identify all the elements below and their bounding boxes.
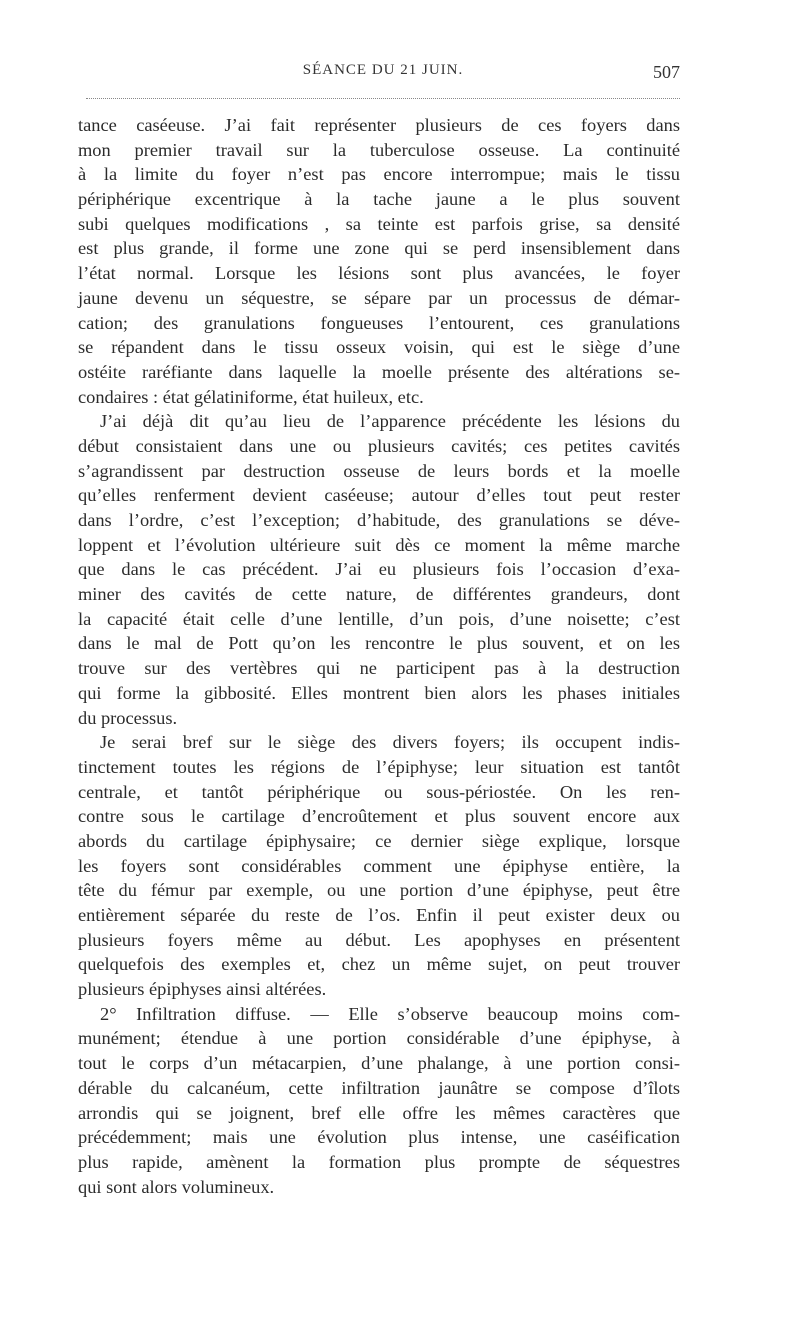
page-header bbox=[86, 62, 680, 86]
text-line: qui forme la gibbosité. Elles montrent bien alors les phases initiales bbox=[78, 682, 680, 703]
paragraph-first-line: J’ai déjà dit qu’au lieu de l’apparence précédente les lésions du bbox=[100, 411, 680, 432]
header-divider bbox=[86, 98, 680, 99]
text-line: qu’elles renferment devient caséeuse; autour d’elles tout peut rester bbox=[78, 485, 680, 506]
text-line: plusieurs épiphyses ainsi altérées. bbox=[78, 979, 327, 1000]
text-line: tout le corps d’un métacarpien, d’une phalange, à une portion consi- bbox=[78, 1053, 680, 1074]
text-line: la capacité était celle d’une lentille, d’un pois, d’une noisette; c’est bbox=[78, 608, 680, 629]
paragraph-first-line: Je serai bref sur le siège des divers foyers; ils occupent indis- bbox=[100, 732, 680, 753]
text-line: loppent et l’évolution ultérieure suit dès ce moment la même marche bbox=[78, 534, 680, 555]
text-line: miner des cavités de cette nature, de différentes grandeurs, dont bbox=[78, 584, 680, 605]
text-line: subi quelques modifications , sa teinte est parfois grise, sa densité bbox=[78, 213, 680, 234]
text-line: qui sont alors volumineux. bbox=[78, 1176, 275, 1197]
text-line: l’état normal. Lorsque les lésions sont plus avancées, le foyer bbox=[78, 263, 680, 284]
text-line: entièrement séparée du reste de l’os. Enfin il peut exister deux ou bbox=[78, 905, 680, 925]
text-line: quelquefois des exemples et, chez un même sujet, on peut trouver bbox=[78, 954, 680, 975]
text-line: tinctement toutes les régions de l’épiphyse; leur situation est tantôt bbox=[78, 756, 680, 777]
text-line: s’agrandissent par destruction osseuse de leurs bords et la moelle bbox=[78, 460, 680, 481]
text-line: dérable du calcanéum, cette infiltration jaunâtre se compose d’îlots bbox=[78, 1077, 680, 1098]
text-line: cation; des granulations fongueuses l’entourent, ces granulations bbox=[78, 312, 680, 333]
text-line: tête du fémur par exemple, ou une portion d’une épiphyse, peut être bbox=[78, 880, 680, 901]
text-line: dans l’ordre, c’est l’exception; d’habitude, des granulations se déve- bbox=[78, 510, 680, 530]
text-line: se répandent dans le tissu osseux voisin, qui est le siège d’une bbox=[78, 337, 680, 358]
text-line: jaune devenu un séquestre, se sépare par un processus de démar- bbox=[78, 287, 680, 308]
running-title: SÉANCE DU 21 JUIN. bbox=[302, 62, 464, 78]
text-line: du processus. bbox=[78, 707, 178, 728]
text-line: mon premier travail sur la tuberculose osseuse. La continuité bbox=[78, 139, 680, 160]
text-line: dans le mal de Pott qu’on les rencontre le plus souvent, et on les bbox=[78, 633, 680, 654]
text-line: que dans le cas précédent. J’ai eu plusieurs fois l’occasion d’exa- bbox=[78, 559, 680, 580]
text-line: trouve sur des vertèbres qui ne participent pas à la destruction bbox=[78, 658, 680, 679]
text-line: précédemment; mais une évolution plus intense, une caséification bbox=[78, 1127, 680, 1148]
text-line: début consistaient dans une ou plusieurs cavités; ces petites cavités bbox=[78, 435, 680, 456]
text-line: tance caséeuse. J’ai fait représenter plusieurs de ces foyers dans bbox=[78, 115, 680, 135]
text-line: est plus grande, il forme une zone qui se perd insensiblement dans bbox=[78, 238, 680, 259]
body-text bbox=[78, 113, 680, 1199]
text-line: plus rapide, amènent la formation plus prompte de séquestres bbox=[78, 1151, 680, 1172]
text-line: contre sous le cartilage d’encroûtement et plus souvent encore aux bbox=[78, 806, 680, 827]
page-number: 507 bbox=[653, 62, 680, 82]
text-line: centrale, et tantôt périphérique ou sous-périostée. On les ren- bbox=[78, 781, 680, 802]
text-line: plusieurs foyers même au début. Les apophyses en présentent bbox=[78, 929, 680, 950]
text-line: abords du cartilage épiphysaire; ce dernier siège explique, lorsque bbox=[78, 830, 680, 851]
text-line: à la limite du foyer n’est pas encore interrompue; mais le tissu bbox=[78, 164, 680, 185]
text-line: les foyers sont considérables comment une épiphyse entière, la bbox=[78, 855, 680, 876]
text-line: condaires : état gélatiniforme, état huileux, etc. bbox=[78, 386, 424, 407]
text-line: munément; étendue à une portion considérable d’une épiphyse, à bbox=[78, 1028, 680, 1049]
text-line: arrondis qui se joignent, bref elle offre les mêmes caractères que bbox=[78, 1102, 680, 1123]
paragraph-first-line: 2° Infiltration diffuse. — Elle s’observe beaucoup moins com- bbox=[100, 1003, 680, 1024]
text-line: ostéite raréfiante dans laquelle la moelle présente des altérations se- bbox=[78, 361, 680, 382]
text-line: périphérique excentrique à la tache jaune a le plus souvent bbox=[78, 189, 680, 210]
